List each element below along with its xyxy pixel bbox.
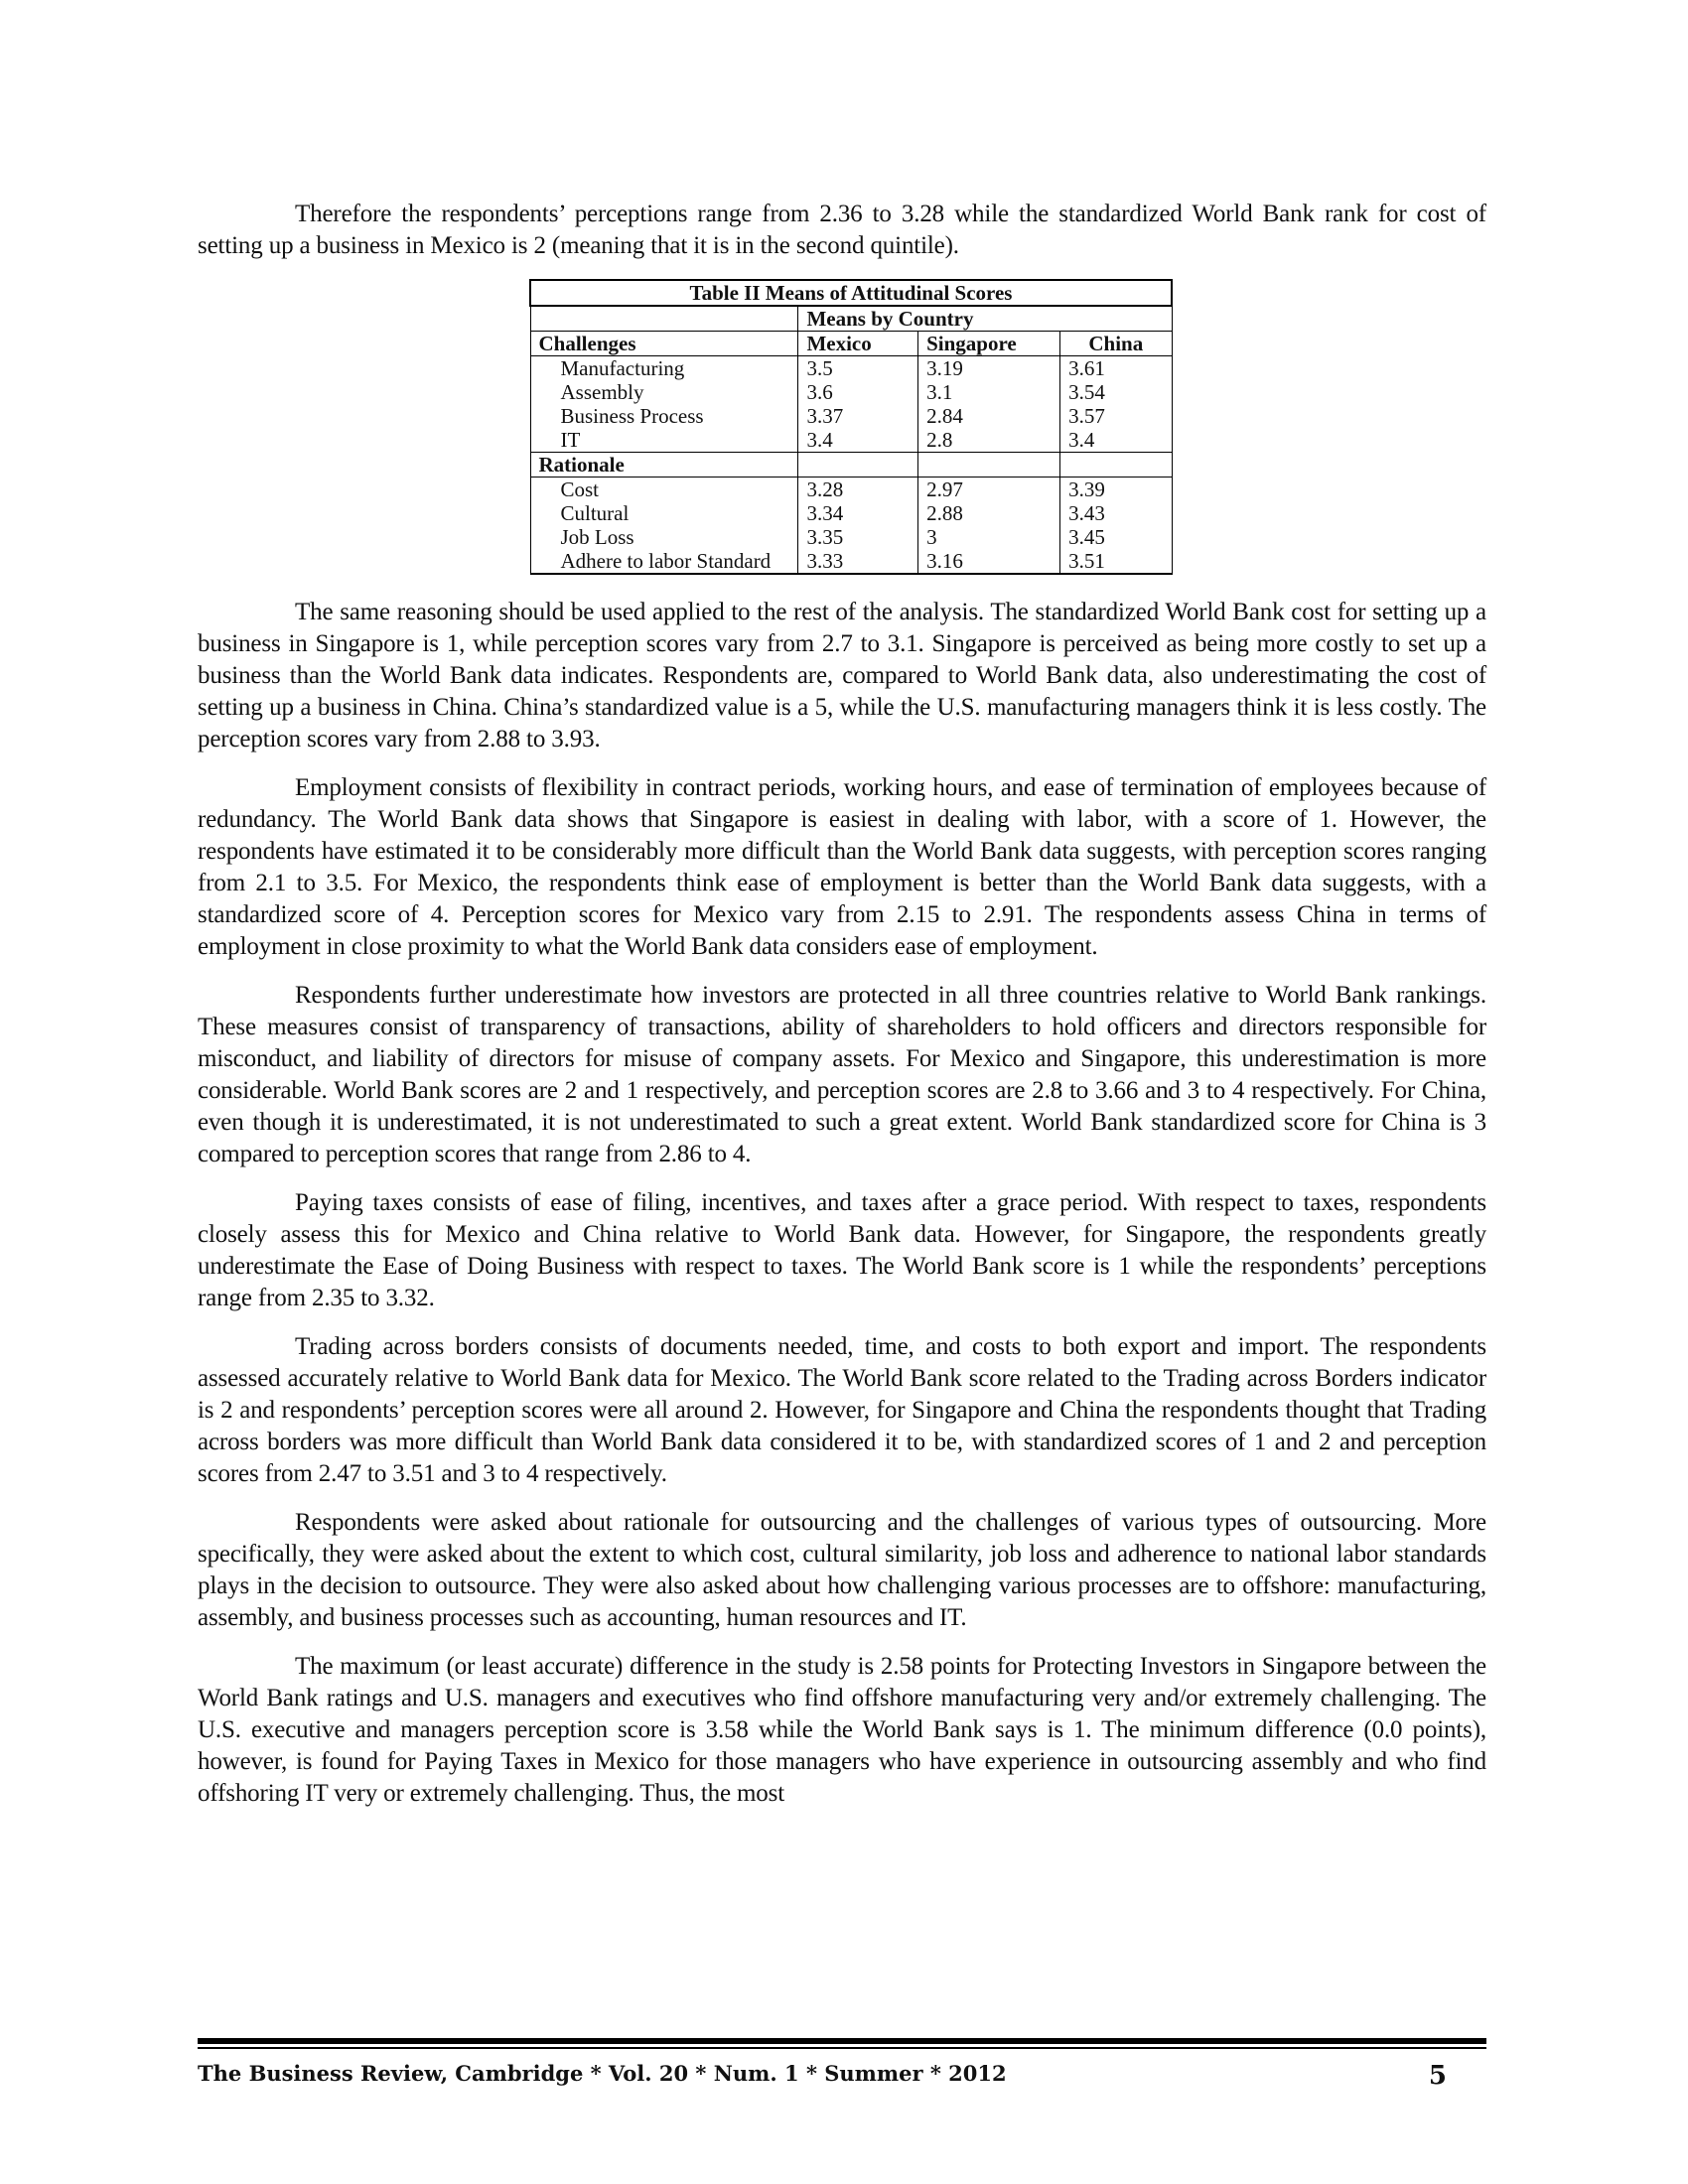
footer-rule-thin <box>198 2047 1486 2049</box>
cell-singapore: 2.88 <box>918 501 1060 525</box>
table-row <box>530 525 1172 549</box>
cell-china: 3.54 <box>1060 380 1172 404</box>
row-label: Assembly <box>530 380 798 404</box>
cell-mexico: 3.4 <box>798 428 918 453</box>
row-label: Job Loss <box>530 525 798 549</box>
cell-singapore: 2.97 <box>918 478 1060 502</box>
paragraph: Respondents further underestimate how investors are protected in all three countries relative to World Bank rankings. These measures consist of transparency of transactions, ability of shareholders to hold officers and directors responsible for misconduct, and liability of directors for misuse of company assets. For Mexico and Singapore, this underestimation is more considerable. World Bank scores are 2 and 1 respectively, and perception scores are 2.8 to 3.66 and 3 to 4 respectively. For China, even though it is underestimated, it is not underestimated to such a great extent. World Bank standardized score for China is 3 compared to perception scores that range from 2.86 to 4. <box>198 982 1486 1167</box>
table-row <box>530 501 1172 525</box>
row-label: Adhere to labor Standard <box>530 549 798 574</box>
cell-mexico: 3.6 <box>798 380 918 404</box>
cell-mexico: 3.28 <box>798 478 918 502</box>
cell-mexico: 3.37 <box>798 404 918 428</box>
cell-singapore: 3.16 <box>918 549 1060 574</box>
paragraph: Paying taxes consists of ease of filing, incentives, and taxes after a grace period. With respect to taxes, respondents closely assess this for Mexico and China relative to World Bank data. However, for Singapore, the respondents greatly underestimate the Ease of Doing Business with respect to taxes. The World Bank score is 1 while the respondents’ perceptions range from 2.35 to 3.32. <box>198 1189 1486 1311</box>
cell-china: 3.4 <box>1060 428 1172 453</box>
paragraph: The same reasoning should be used applied to the rest of the analysis. The standardized World Bank cost for setting up a business in Singapore is 1, while perception scores vary from 2.7 to 3.1. Singapore is perceived as being more costly to set up a business than the World Bank data indicates. Respondents are, compared to World Bank data, also underestimating the cost of setting up a business in China. China’s standardized value is a 5, while the U.S. manufacturing managers think it is less costly. The perception scores vary from 2.88 to 3.93. <box>198 599 1486 752</box>
column-header-challenges: Challenges <box>530 332 798 356</box>
table-container <box>198 279 1486 575</box>
table-header-empty <box>530 306 798 332</box>
column-header-singapore: Singapore <box>918 332 1060 356</box>
paragraph: Trading across borders consists of documents needed, time, and costs to both export and import. The respondents assessed accurately relative to World Bank data for Mexico. The World Bank score related to the Trading across Borders indicator is 2 and respondents’ perception scores were all around 2. However, for Singapore and China the respondents thought that Trading across borders was more difficult than World Bank data considered it to be, with standardized scores of 1 and 2 and perception scores from 2.47 to 3.51 and 3 to 4 respectively. <box>198 1333 1486 1487</box>
cell-mexico: 3.34 <box>798 501 918 525</box>
table-row <box>530 404 1172 428</box>
table-subheader: Means by Country <box>798 306 1172 332</box>
cell-china: 3.39 <box>1060 478 1172 502</box>
column-header-mexico: Mexico <box>798 332 918 356</box>
cell-mexico: 3.35 <box>798 525 918 549</box>
cell-china: 3.61 <box>1060 356 1172 381</box>
paragraph: Therefore the respondents’ perceptions range from 2.36 to 3.28 while the standardized World Bank rank for cost of setting up a business in Mexico is 2 (meaning that it is in the second quintile). <box>198 201 1486 259</box>
cell-singapore: 3 <box>918 525 1060 549</box>
paragraph: Employment consists of flexibility in contract periods, working hours, and ease of termination of employees because of redundancy. The World Bank data shows that Singapore is easiest in dealing with labor, with a score of 1. However, the respondents have estimated it to be considerably more difficult than the World Bank data suggests, with perception scores ranging from 2.1 to 3.5. For Mexico, the respondents think ease of employment is better than the World Bank data suggests, with a standardized score of 4. Perception scores for Mexico vary from 2.15 to 2.91. The respondents assess China in terms of employment in close proximity to what the World Bank data considers ease of employment. <box>198 774 1486 960</box>
column-header-china: China <box>1060 332 1172 356</box>
cell-china: 3.43 <box>1060 501 1172 525</box>
row-label: IT <box>530 428 798 453</box>
document-body <box>198 199 1486 1827</box>
page-footer <box>198 2038 1486 2091</box>
table-row <box>530 478 1172 502</box>
row-label: Manufacturing <box>530 356 798 381</box>
cell-singapore: 3.19 <box>918 356 1060 381</box>
row-label: Cultural <box>530 501 798 525</box>
cell-mexico: 3.33 <box>798 549 918 574</box>
table-row <box>530 356 1172 381</box>
table-row <box>530 428 1172 453</box>
footer-rule-thick <box>198 2038 1486 2044</box>
cell-singapore: 2.8 <box>918 428 1060 453</box>
attitudinal-scores-table <box>529 279 1173 575</box>
table-row <box>530 380 1172 404</box>
row-label: Cost <box>530 478 798 502</box>
row-group-rationale: Rationale <box>530 453 798 478</box>
cell-mexico: 3.5 <box>798 356 918 381</box>
cell-singapore: 3.1 <box>918 380 1060 404</box>
journal-citation: The Business Review, Cambridge * Vol. 20 * Num. 1 * Summer * 2012 <box>198 2061 1007 2086</box>
paragraph: Respondents were asked about rationale for outsourcing and the challenges of various types of outsourcing. More specifically, they were asked about the extent to which cost, cultural similarity, job loss and adherence to national labor standards plays in the decision to outsource. They were also asked about how challenging various processes are to offshore: manufacturing, assembly, and business processes such as accounting, human resources and IT. <box>198 1509 1486 1631</box>
table-title: Table II Means of Attitudinal Scores <box>530 280 1172 306</box>
page-number: 5 <box>1428 2061 1447 2091</box>
table-row <box>530 549 1172 574</box>
cell-china: 3.57 <box>1060 404 1172 428</box>
footer-row <box>198 2061 1486 2091</box>
table-group-row <box>530 453 1172 478</box>
paragraph: The maximum (or least accurate) difference in the study is 2.58 points for Protecting Investors in Singapore between the World Bank ratings and U.S. managers and executives who find offshore manufacturing very and/or extremely challenging. The U.S. executive and managers perception score is 3.58 while the World Bank says is 1. The minimum difference (0.0 points), however, is found for Paying Taxes in Mexico for those managers who have experience in outsourcing assembly and who find offshoring IT very or extremely challenging. Thus, the most <box>198 1653 1486 1807</box>
row-label: Business Process <box>530 404 798 428</box>
cell-china: 3.45 <box>1060 525 1172 549</box>
cell-china: 3.51 <box>1060 549 1172 574</box>
cell-singapore: 2.84 <box>918 404 1060 428</box>
